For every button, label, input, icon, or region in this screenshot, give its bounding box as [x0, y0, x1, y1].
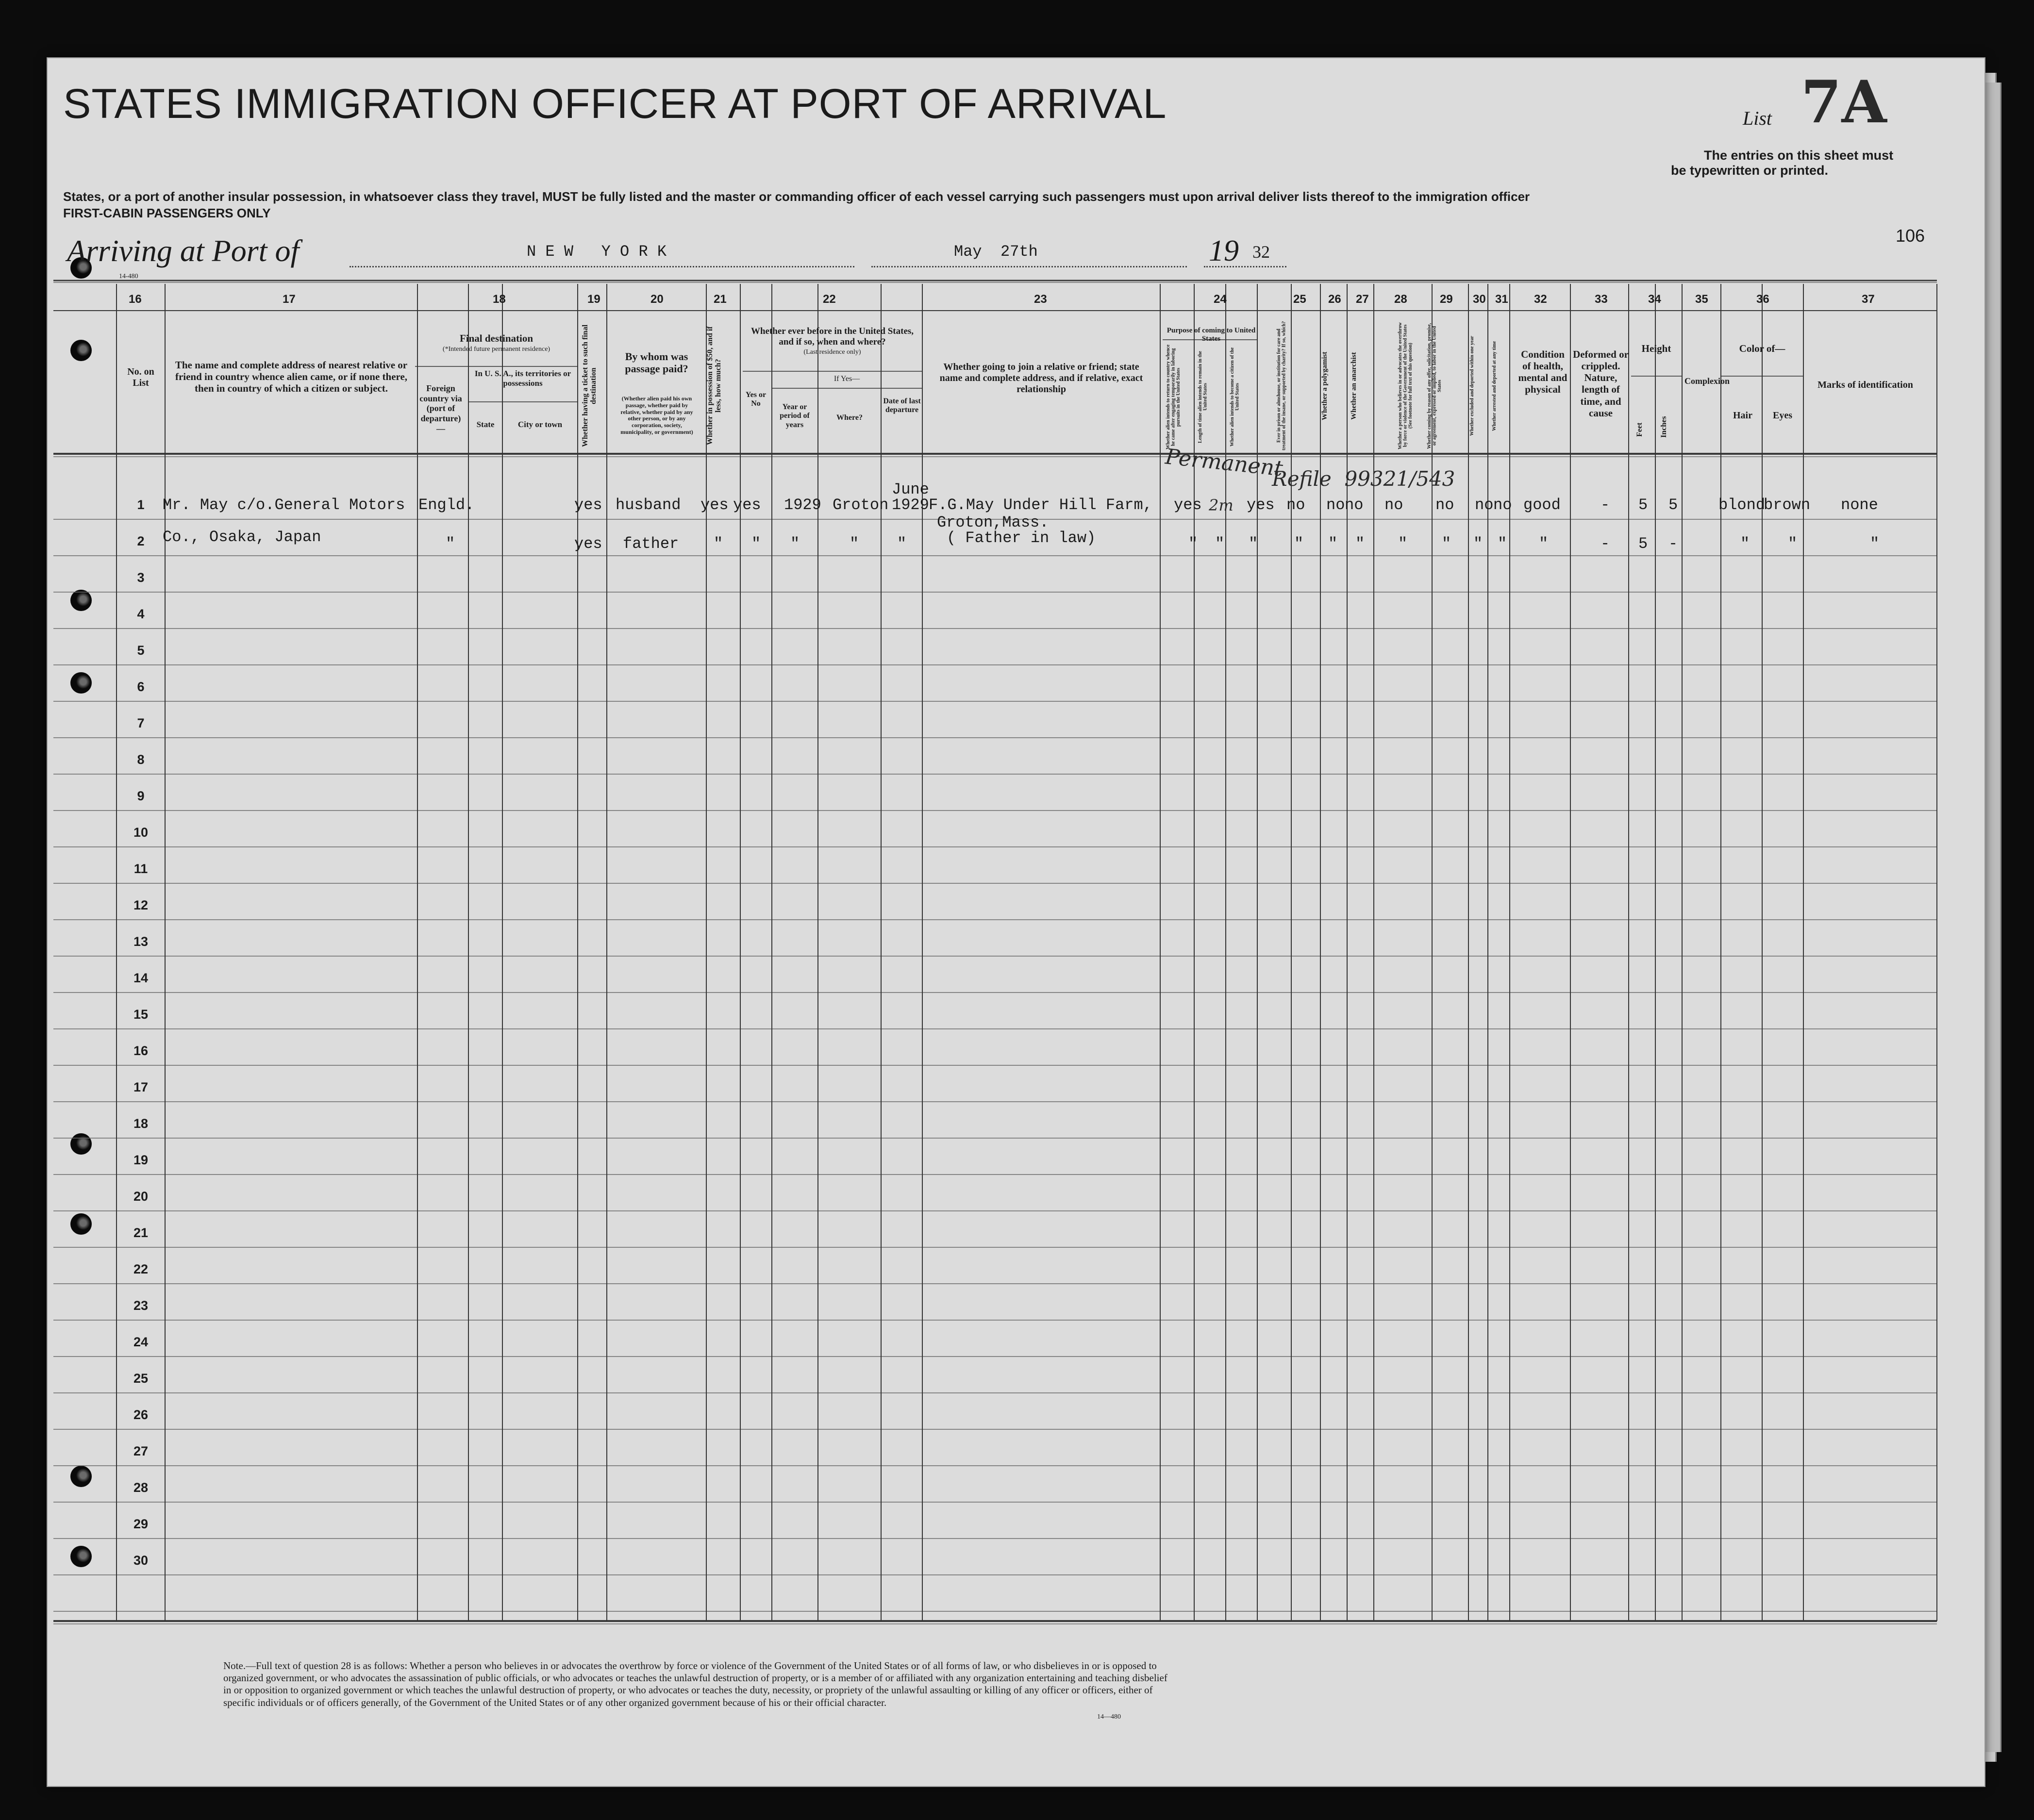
row-number: 6 — [137, 679, 145, 694]
row-number: 18 — [133, 1116, 149, 1131]
header-q28: Whether a person who believes in or advocates the overthrow by force or violence of the Government of the United States (See footnote for full text of this question) — [1398, 322, 1413, 449]
row-number: 28 — [133, 1480, 149, 1495]
page-title: STATES IMMIGRATION OFFICER AT PORT OF ARRIVAL — [63, 81, 1167, 127]
header-purpose-a: Whether alien intends to return to country whence he came after engaging temporarily in laboring pursuits in the United States — [1166, 345, 1181, 450]
col-no: 34 — [1648, 293, 1661, 306]
typewritten-note-2: be typewritten or printed. — [1671, 163, 1829, 178]
money-cell: yes — [700, 496, 729, 514]
year-prefix: 19 — [1209, 234, 1239, 267]
col-no: 37 — [1862, 293, 1875, 306]
list-label: List — [1743, 107, 1772, 129]
header-by-whom-paid-note: (Whether alien paid his own passage, whether paid by relative, whether paid by any other person, or by any corporation, society, municipality, or government) — [620, 395, 693, 435]
eyes-cell: brown — [1764, 496, 1811, 514]
header-purpose-b: Length of time alien intends to remain in the United States — [1198, 351, 1208, 443]
header-last-residence: (Last residence only) — [803, 348, 861, 356]
header-foreign-country: Foreign country via (port of departure)— — [419, 383, 462, 433]
col-no: 16 — [129, 293, 142, 306]
relative-cell: Co., Osaka, Japan — [163, 528, 321, 546]
polygamist-cell: " — [1328, 535, 1338, 553]
row-number: 22 — [133, 1262, 149, 1276]
purpose-b-cell: 2m — [1209, 496, 1234, 514]
header-no-on-list: No. on List — [127, 366, 154, 388]
q30-cell: no — [1475, 496, 1494, 514]
row-number: 19 — [133, 1153, 149, 1167]
header-possession-50: Whether in possession of $50, and if less, how much? — [706, 326, 722, 446]
feet-cell: 5 — [1638, 496, 1648, 514]
row-number: 26 — [133, 1407, 149, 1422]
header-by-whom-paid: By whom was passage paid? — [625, 350, 688, 375]
inches-cell: 5 — [1668, 496, 1678, 514]
marks-cell: none — [1841, 496, 1878, 514]
row-number: 23 — [133, 1298, 149, 1313]
col-no: 35 — [1695, 293, 1708, 306]
row-number: 20 — [133, 1189, 149, 1204]
header-ticket: Whether having a ticket to such final destination — [581, 324, 598, 447]
row-number: 17 — [133, 1080, 149, 1094]
date-value: May 27th — [954, 243, 1038, 261]
header-final-destination-note: (*Intended future permanent residence) — [442, 346, 550, 353]
header-inches: Inches — [1660, 416, 1668, 438]
money-cell: " — [714, 535, 723, 553]
where-cell: Groton — [833, 496, 889, 514]
header-city: City or town — [517, 420, 563, 429]
col-no: 31 — [1495, 293, 1508, 306]
col-no: 21 — [714, 293, 727, 306]
col-no: 20 — [650, 293, 664, 306]
condition-cell: good — [1523, 496, 1561, 514]
list-number: 7A — [1801, 68, 1887, 136]
row-number: 2 — [137, 534, 145, 548]
class-line: FIRST-CABIN PASSENGERS ONLY — [63, 206, 271, 220]
hair-cell: blond — [1718, 496, 1766, 514]
purpose-c-cell: " — [1249, 535, 1258, 553]
relative-cell: Mr. May c/o.General Motors — [163, 496, 405, 514]
row-number: 15 — [133, 1007, 149, 1022]
header-if-yes: If Yes— — [834, 375, 860, 383]
row-number: 1 — [137, 497, 145, 512]
col-no: 17 — [283, 293, 296, 306]
prison-cell: no — [1286, 496, 1305, 514]
purpose-a-cell: yes — [1174, 496, 1202, 514]
col-no: 30 — [1473, 293, 1486, 306]
header-condition: Condition of health, mental and physical — [1518, 348, 1567, 396]
q29-cell: no — [1435, 496, 1454, 514]
arriving-label: Arriving at Port of — [67, 233, 300, 268]
header-q30: Whether excluded and deported within one year — [1469, 336, 1475, 436]
form-code-bottom: 14—480 — [1097, 1713, 1121, 1721]
row-number: 29 — [133, 1517, 149, 1531]
port-value: N E W Y O R K — [527, 243, 667, 261]
col-no: 26 — [1328, 293, 1341, 306]
anarchist-cell: " — [1355, 535, 1365, 553]
header-color-of: Color of— — [1739, 343, 1785, 354]
header-q29: Whether coming by reason of any offer, solicitation, promise, or agreement, expressed or implied, to labor in the United States — [1427, 323, 1442, 449]
col-no: 28 — [1394, 293, 1407, 306]
q29-cell: " — [1442, 535, 1451, 553]
row-number: 21 — [133, 1225, 149, 1240]
purpose-b-cell: " — [1215, 535, 1225, 553]
where-cell: " — [850, 535, 859, 553]
condition-cell: " — [1539, 535, 1549, 553]
row-number: 3 — [137, 570, 145, 585]
col-no: 32 — [1534, 293, 1547, 306]
row-number: 4 — [137, 607, 145, 621]
foreign-country-cell: Engld. — [418, 496, 475, 514]
anarchist-cell: no — [1345, 496, 1364, 514]
q30-cell: " — [1473, 535, 1483, 553]
row-number: 11 — [133, 861, 148, 876]
col-no: 19 — [587, 293, 600, 306]
foreign-country-cell: " — [446, 535, 455, 553]
header-prison: Ever in prison or almshouse, or institution for care and treatment of the insane, or supported by charity? If so, which? — [1276, 321, 1287, 451]
header-feet: Feet — [1635, 422, 1644, 437]
col-no: 23 — [1034, 293, 1047, 306]
marks-cell: " — [1870, 535, 1880, 553]
deformed-cell: - — [1601, 496, 1610, 514]
header-eyes: Eyes — [1773, 410, 1792, 421]
joining-cell: Groton,Mass. — [937, 513, 1049, 531]
joining-cell: ( Father in law) — [947, 529, 1096, 547]
row-number: 24 — [133, 1335, 149, 1349]
header-deformed: Deformed or crippled. Nature, length of time, and cause — [1573, 348, 1629, 419]
header-anarchist: Whether an anarchist — [1350, 352, 1358, 420]
row-number: 16 — [133, 1043, 149, 1058]
col-no: 25 — [1293, 293, 1306, 306]
ticket-cell: yes — [574, 535, 602, 553]
ever-before-cell: yes — [733, 496, 761, 514]
col-no: 18 — [493, 293, 506, 306]
typewritten-note-1: The entries on this sheet must — [1704, 148, 1894, 163]
paid-by-cell: husband — [616, 496, 681, 514]
col-no: 33 — [1595, 293, 1608, 306]
row-number: 30 — [133, 1553, 149, 1568]
ever-before-cell: " — [751, 535, 761, 553]
row-number: 25 — [133, 1371, 149, 1386]
purpose-c-cell: yes — [1247, 496, 1275, 514]
row-number: 8 — [137, 752, 145, 767]
q31-cell: no — [1493, 496, 1512, 514]
header-date-last-departure: Date of last departure — [883, 397, 921, 414]
header-q31: Whether arrested and deported at any time — [1492, 341, 1497, 431]
col-no: 29 — [1440, 293, 1453, 306]
row-number: 14 — [133, 971, 149, 985]
paid-by-cell: father — [623, 535, 679, 553]
header-where: Where? — [836, 414, 863, 422]
inches-cell: - — [1668, 535, 1678, 553]
page-number: 106 — [1896, 226, 1925, 246]
header-height: Height — [1641, 343, 1671, 354]
polygamist-cell: no — [1326, 496, 1345, 514]
q28-cell: " — [1398, 535, 1408, 553]
header-final-destination: Final destination — [459, 332, 534, 344]
row-number: 5 — [137, 643, 145, 658]
col-no: 36 — [1756, 293, 1769, 306]
header-complexion: Complexion — [1684, 376, 1730, 386]
header-ever-before: Whether ever before in the United States, and if so, when and where? — [750, 326, 914, 347]
header-in-usa: In U. S. A., its territories or possessions — [474, 369, 571, 388]
page-subtitle: States, or a port of another insular possession, in whatsoever class they travel, MUST be fully listed and the master or commanding officer of each vessel carrying such passengers must upon arrival deliver lists thereof to the immigration officer — [63, 189, 1530, 204]
header-state: State — [476, 420, 495, 429]
header-hair: Hair — [1733, 410, 1752, 421]
feet-cell: 5 — [1638, 535, 1648, 553]
date-departure-cell: June — [892, 480, 929, 498]
row-number: 9 — [137, 789, 145, 803]
header-year-or-period: Year or period of years — [780, 403, 810, 429]
prison-cell: " — [1294, 535, 1304, 553]
date-departure-cell: " — [897, 535, 907, 553]
col-no: 24 — [1214, 293, 1227, 306]
header-purpose-c: Whether alien intends to become a citizen of the United States — [1230, 347, 1240, 447]
row-number: 10 — [133, 825, 149, 840]
header-marks: Marks of identification — [1817, 380, 1913, 390]
q31-cell: " — [1498, 535, 1507, 553]
handwritten-refile: Refile 99321/543 — [1272, 467, 1455, 491]
eyes-cell: " — [1788, 535, 1798, 553]
header-polygamist: Whether a polygamist — [1321, 351, 1329, 420]
joining-cell: F.G.May Under Hill Farm, — [929, 496, 1152, 514]
purpose-a-cell: " — [1188, 535, 1198, 553]
col-no: 27 — [1356, 293, 1369, 306]
ticket-cell: yes — [574, 496, 602, 514]
row-number: 7 — [137, 716, 145, 730]
header-joining-relative: Whether going to join a relative or friend; state name and complete address, and if relative, exact relationship — [939, 362, 1143, 395]
handwritten-permanent: Permanent — [1164, 444, 1284, 481]
year-suffix: 32 — [1252, 242, 1270, 262]
header-yes-or-no: Yes or No — [745, 391, 767, 408]
year-cell: " — [790, 535, 800, 553]
row-number: 27 — [133, 1444, 149, 1458]
col-no: 22 — [823, 293, 836, 306]
header-purpose: Purpose of coming to United States — [1167, 327, 1256, 343]
date-departure-cell: 1929 — [892, 496, 929, 514]
header-nearest-relative: The name and complete address of nearest relative or friend in country whence alien came, or if none there, then in country of which a citizen or subject. — [175, 359, 408, 395]
deformed-cell: - — [1601, 535, 1610, 553]
year-cell: 1929 — [784, 496, 821, 514]
q28-cell: no — [1384, 496, 1403, 514]
footnote: Note.—Full text of question 28 is as follows: Whether a person who believes in or advocates the overthrow by force or violence of the Government of the United States or of all forms of law, or who disbelieves in or is opposed to organized government, or who advocates the assassination of public officials, or who advocates or teaches the unlawful destruction of property, or is a member of or affiliated with any organization entertaining and teaching disbelief in or opposition to organized government or which teaches the unlawful destruction of property, or who advocates or teaches the duty, necessity, or propriety of the unlawful assaulting or killing of any officer or officers, either of specific individuals or of officers generally, of the Government of the United States or of any other organized government because of his or their official character. — [223, 1660, 1167, 1708]
row-number: 13 — [133, 934, 149, 949]
form-code-top: 14-480 — [119, 273, 138, 280]
row-number: 12 — [133, 898, 149, 912]
hair-cell: " — [1740, 535, 1750, 553]
